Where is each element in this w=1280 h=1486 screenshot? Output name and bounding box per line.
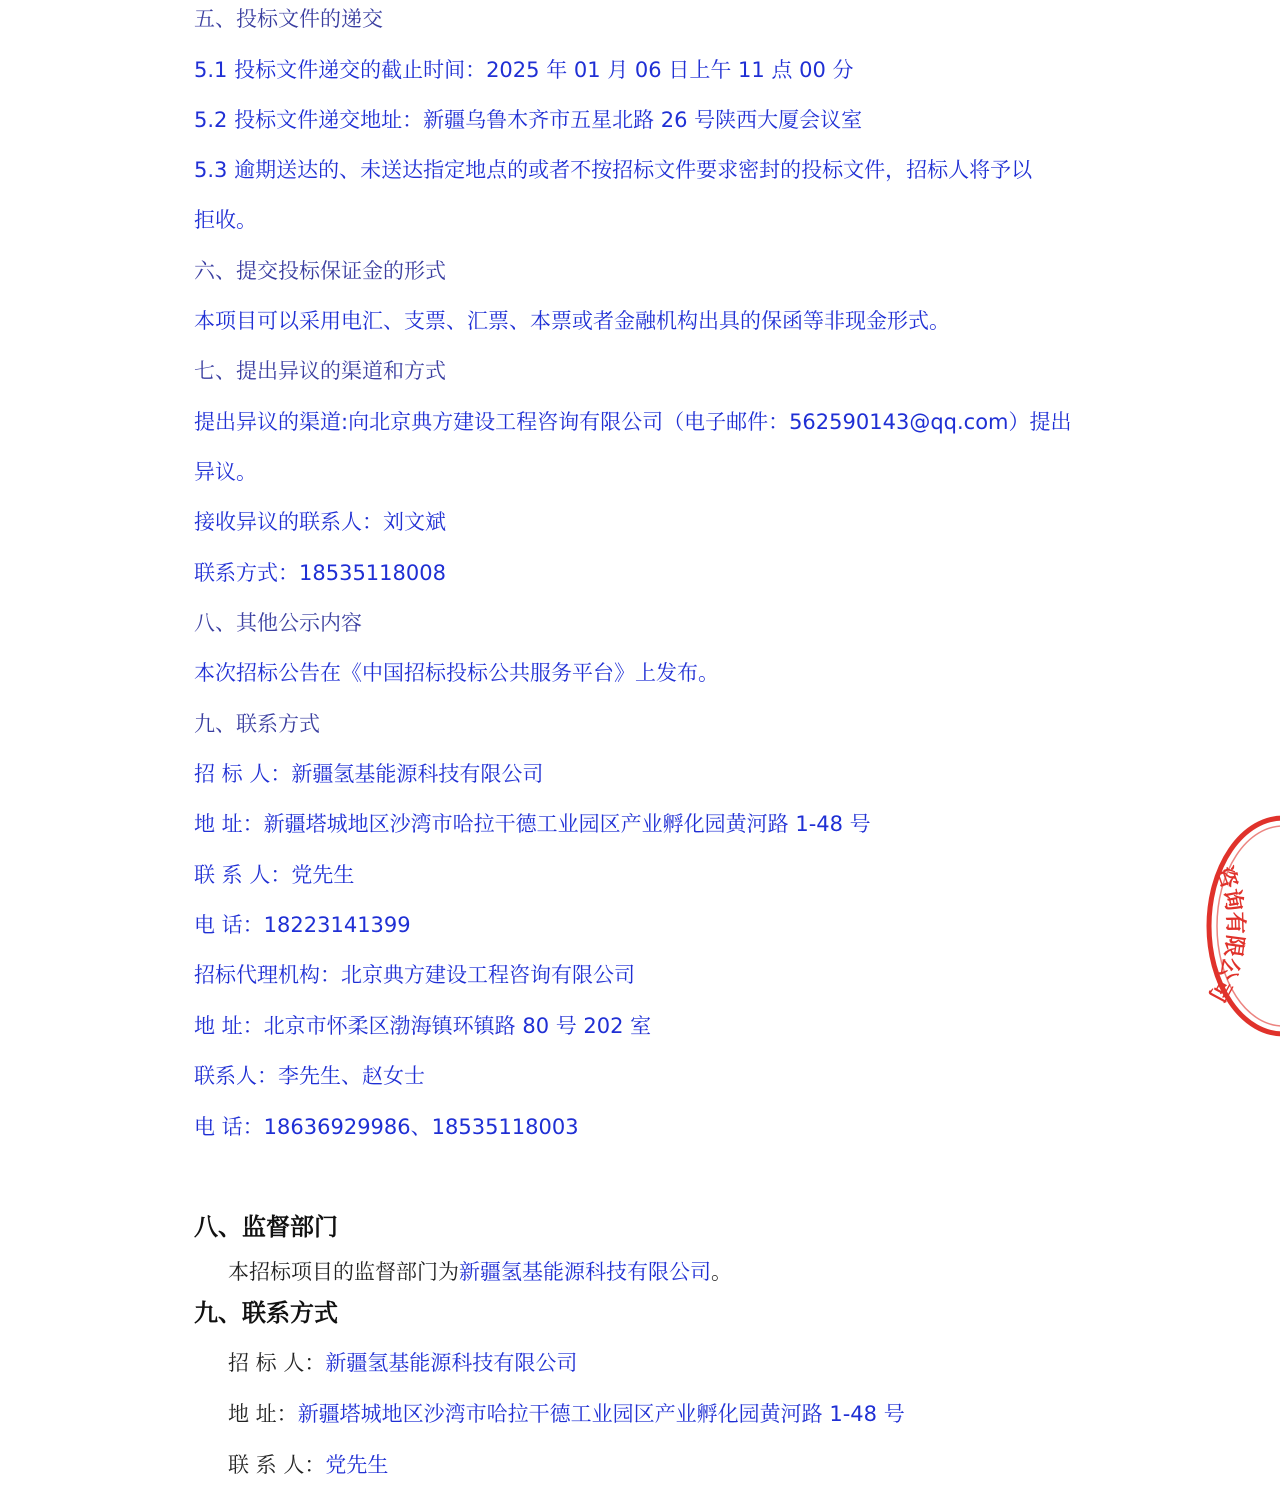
contact-row-label: 地 址： xyxy=(228,1402,298,1426)
contact-row-tenderer xyxy=(228,1349,577,1377)
agency-address-line: 地 址：北京市怀柔区渤海镇环镇路 80 号 202 室 xyxy=(194,1014,652,1038)
tenderer-address-line: 地 址：新疆塔城地区沙湾市哈拉干德工业园区产业孵化园黄河路 1-48 号 xyxy=(194,812,871,836)
submission-address-line: 5.2 投标文件递交地址：新疆乌鲁木齐市五星北路 26 号陕西大厦会议室 xyxy=(194,108,863,132)
tenderer-contact-line: 联 系 人：党先生 xyxy=(194,863,355,887)
section-6-heading: 六、提交投标保证金的形式 xyxy=(194,259,446,283)
tenderer-line: 招 标 人：新疆氢基能源科技有限公司 xyxy=(194,762,544,786)
section-7-heading: 七、提出异议的渠道和方式 xyxy=(194,359,446,383)
deposit-form-line: 本项目可以采用电汇、支票、汇票、本票或者金融机构出具的保函等非现金形式。 xyxy=(194,309,950,333)
company-seal-stamp xyxy=(1205,812,1280,1040)
supervision-text xyxy=(228,1258,732,1286)
contact-heading: 九、联系方式 xyxy=(194,1299,338,1327)
objection-channel-line: 提出异议的渠道:向北京典方建设工程咨询有限公司（电子邮件：562590143@qq.com）提出 xyxy=(194,410,1072,434)
contact-row-value: 新疆氢基能源科技有限公司 xyxy=(325,1351,578,1375)
contact-row-person xyxy=(228,1451,388,1479)
agency-contact-line: 联系人：李先生、赵女士 xyxy=(194,1064,425,1088)
supervision-text-prefix: 本招标项目的监督部门为 xyxy=(228,1260,459,1284)
contact-row-label: 联 系 人： xyxy=(228,1453,326,1477)
late-submission-line: 5.3 逾期送达的、未送达指定地点的或者不按招标文件要求密封的投标文件，招标人将予以 xyxy=(194,158,1033,182)
section-8-other-heading: 八、其他公示内容 xyxy=(194,611,362,635)
supervision-text-company: 新疆氢基能源科技有限公司 xyxy=(459,1260,711,1284)
objection-contact-line: 接收异议的联系人：刘文斌 xyxy=(194,510,446,534)
agency-line: 招标代理机构：北京典方建设工程咨询有限公司 xyxy=(194,963,635,987)
contact-row-label: 招 标 人： xyxy=(228,1351,326,1375)
seal-text: 咨询有限公司 xyxy=(1203,862,1248,1006)
supervision-heading: 八、监督部门 xyxy=(194,1213,338,1241)
agency-phone-line: 电 话：18636929986、18535118003 xyxy=(194,1115,579,1139)
deadline-line: 5.1 投标文件递交的截止时间：2025 年 01 月 06 日上午 11 点 00 分 xyxy=(194,58,854,82)
supervision-text-suffix: 。 xyxy=(711,1260,732,1284)
section-9-contact-heading: 九、联系方式 xyxy=(194,712,320,736)
contact-row-address xyxy=(228,1400,905,1428)
objection-channel-line-cont: 异议。 xyxy=(194,460,257,484)
late-submission-line-cont: 拒收。 xyxy=(194,208,257,232)
publication-platform-line: 本次招标公告在《中国招标投标公共服务平台》上发布。 xyxy=(194,661,719,685)
contact-row-value: 新疆塔城地区沙湾市哈拉干德工业园区产业孵化园黄河路 1-48 号 xyxy=(297,1402,905,1426)
contact-row-value: 党先生 xyxy=(325,1453,389,1477)
objection-phone-line: 联系方式：18535118008 xyxy=(194,561,446,585)
section-5-heading: 五、投标文件的递交 xyxy=(194,7,383,31)
tenderer-phone-line: 电 话：18223141399 xyxy=(194,913,411,937)
